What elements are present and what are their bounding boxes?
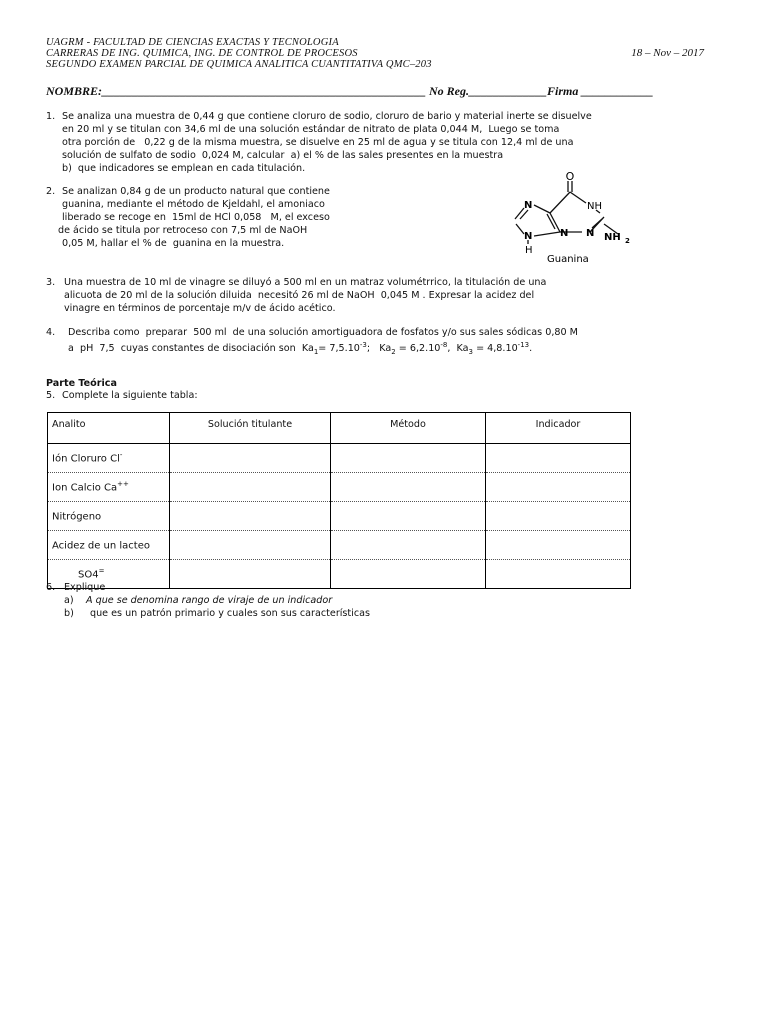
metodo-cell[interactable] [331, 560, 486, 589]
indicador-cell[interactable] [486, 473, 631, 502]
q2-line-3: liberado se recoge en 15ml de HCl 0,058 M, el exceso [62, 212, 330, 223]
q6-b-label: b) [64, 608, 74, 619]
guanine-nh2: NH [604, 232, 621, 243]
metodo-cell[interactable] [331, 502, 486, 531]
guanine-n3: N [586, 228, 595, 239]
q3-line-1: Una muestra de 10 ml de vinagre se diluyó a 500 ml en un matraz volumétrrico, la titulación de una [64, 277, 547, 288]
titulante-cell[interactable] [170, 560, 331, 589]
header-metodo: Método [331, 413, 486, 444]
indicador-cell[interactable] [486, 560, 631, 589]
q6-b-text: que es un patrón primario y cuales son sus características [90, 608, 371, 619]
q3-line-2: alicuota de 20 ml de la solución diluida necesitó 26 ml de NaOH 0,045 M . Expresar la acidez del [64, 290, 535, 301]
name-reg-signature-line: NOMBRE:______________________________________________________ No Reg._____________Firma ____________ [46, 84, 654, 98]
titulante-cell[interactable] [170, 531, 331, 560]
indicador-cell[interactable] [486, 444, 631, 473]
analito-cell: Nitrógeno [48, 502, 170, 531]
metodo-cell[interactable] [331, 473, 486, 502]
header-analito: Analito [48, 413, 170, 444]
table-row [48, 531, 631, 560]
table-row [48, 473, 631, 502]
metodo-cell[interactable] [331, 444, 486, 473]
q6-a-text: A que se denomina rango de viraje de un indicador [86, 595, 333, 606]
q5-text: Complete la siguiente tabla: [62, 390, 198, 401]
analito-cell: Acidez de un lacteo [48, 531, 170, 560]
titulante-cell[interactable] [170, 444, 331, 473]
guanine-label: Guanina [547, 254, 589, 264]
guanine-structure [500, 172, 650, 264]
analito-cell: Ion Calcio Ca++ [48, 473, 170, 502]
table-row [48, 502, 631, 531]
q6-number: 6. [46, 582, 56, 593]
q1-line-2: en 20 ml y se titulan con 34,6 ml de una solución estándar de nitrato de plata 0,044 M, Luego se toma [62, 124, 560, 135]
table-header-row [48, 413, 631, 444]
table-row [48, 444, 631, 473]
guanine-o: O [565, 172, 575, 183]
guanine-nh2-sub: 2 [625, 237, 630, 245]
q1-line-5: b) que indicadores se emplean en cada titulación. [62, 163, 306, 174]
indicador-cell[interactable] [486, 502, 631, 531]
guanine-h: H [525, 245, 533, 256]
q2-line-5: 0,05 M, hallar el % de guanina en la muestra. [62, 238, 285, 249]
header-indicador: Indicador [486, 413, 631, 444]
analysis-table [47, 412, 631, 589]
guanine-n7: N [524, 200, 533, 211]
q2-line-1: Se analizan 0,84 g de un producto natural que contiene [62, 186, 330, 197]
header-institution: UAGRM - FACULTAD DE CIENCIAS EXACTAS Y TECNOLOGIA [46, 37, 339, 48]
guanine-n9: N [560, 228, 569, 239]
header-exam: SEGUNDO EXAMEN PARCIAL DE QUIMICA ANALITICA CUANTITATIVA QMC–203 [46, 59, 432, 70]
q1-line-1: Se analiza una muestra de 0,44 g que contiene cloruro de sodio, cloruro de bario y material inerte se disuelve [62, 111, 592, 122]
q4-number: 4. [46, 327, 56, 338]
q4-line-2: a pH 7,5 cuyas constantes de disociación son $Ka_1= 7,5.10^{-3}$; $Ka_2 = 6,2.10^{-8}$, $Ka_3 = 4,8.10^{-13}$. [68, 341, 533, 357]
q1-line-4: solución de sulfato de sodio 0,024 M, calcular a) el % de las sales presentes en la muestra [62, 150, 504, 161]
q5-number: 5. [46, 390, 56, 401]
analito-cell: SO4= [48, 560, 170, 589]
q1-line-3: otra porción de 0,22 g de la misma muestra, se disuelve en 25 ml de agua y se titula con 12,4 ml de una [62, 137, 574, 148]
q3-line-3: vinagre en términos de porcentaje m/v de ácido acético. [64, 303, 336, 314]
header-careers: CARRERAS DE ING. QUIMICA, ING. DE CONTROL DE PROCESOS [46, 48, 358, 59]
q2-line-2: guanina, mediante el método de Kjeldahl, el amoniaco [62, 199, 325, 210]
q3-number: 3. [46, 277, 56, 288]
exam-date: 18 – Nov – 2017 [631, 47, 704, 59]
indicador-cell[interactable] [486, 531, 631, 560]
q6-text: Explique [64, 582, 106, 593]
metodo-cell[interactable] [331, 531, 486, 560]
guanine-n-h: N [524, 231, 533, 242]
guanine-nh: NH [587, 201, 602, 212]
titulante-cell[interactable] [170, 502, 331, 531]
header-solucion-titulante: Solución titulante [170, 413, 331, 444]
q6-a-label: a) [64, 595, 74, 606]
q2-number: 2. [46, 186, 56, 197]
titulante-cell[interactable] [170, 473, 331, 502]
q4-line-1: Describa como preparar 500 ml de una solución amortiguadora de fosfatos y/o sus sales sódicas 0,80 M [68, 327, 578, 338]
q2-line-4: de ácido se titula por retroceso con 7,5 ml de NaOH [58, 225, 308, 236]
theory-section-title: Parte Teórica [46, 378, 117, 389]
table-row [48, 560, 631, 589]
analito-cell: Ión Cloruro Cl- [48, 444, 170, 473]
q1-number: 1. [46, 111, 56, 122]
